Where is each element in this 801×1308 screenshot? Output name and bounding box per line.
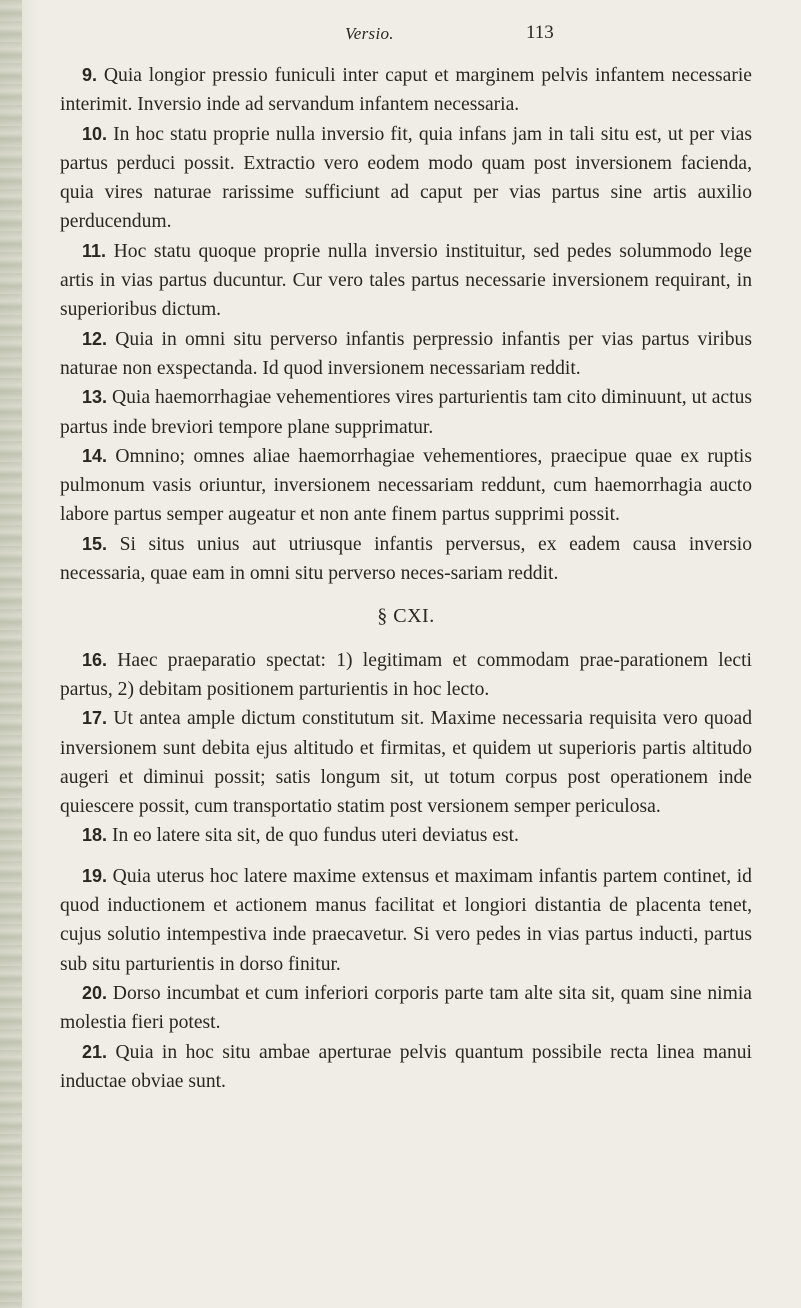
paragraph-number: 15. xyxy=(82,533,108,554)
binding-gutter xyxy=(0,0,22,1308)
paragraph-text: Ut antea ample dictum constitutum sit. Maxime necessaria requisita vero quoad inversionem sunt debita ejus altitudo et firmitas, et quidem ut superioris partis altitudo augeri et diminui possit; satis longum sit, ut totum corpus post operationem inde quiescere possit, cum transportatio statim post versionem semper periculosa. xyxy=(60,708,752,818)
paragraph-18 xyxy=(60,821,752,850)
paragraph-text: Quia longior pressio funiculi inter caput et marginem pelvis infantem necessarie interimit. Inversio inde ad servandum infantem necessaria. xyxy=(60,65,752,116)
page-header xyxy=(0,20,801,50)
paragraph-21 xyxy=(60,1038,752,1097)
paragraph-number: 10. xyxy=(82,123,108,144)
paragraph-number: 20. xyxy=(82,982,108,1003)
paragraph-number: 18. xyxy=(82,825,108,846)
paragraph-text: Haec praeparatio spectat: 1) legitimam et commodam prae-parationem lecti partus, 2) debitam positionem parturientis in hoc lecto. xyxy=(60,649,752,700)
running-head: Versio. xyxy=(345,24,394,43)
paragraph-15 xyxy=(60,530,752,589)
paragraph-text: Quia haemorrhagiae vehementiores vires parturientis tam cito diminuunt, ut actus partus inde breviori tempore plane supprimatur. xyxy=(60,387,752,438)
page-number: 113 xyxy=(526,22,554,43)
paragraph-number: 12. xyxy=(82,328,108,349)
paragraph-number: 11. xyxy=(82,240,107,261)
paragraph-number: 16. xyxy=(82,649,108,670)
paragraph-12 xyxy=(60,325,752,384)
paragraph-9 xyxy=(60,61,752,120)
paragraph-number: 21. xyxy=(82,1041,108,1062)
paragraph-text: In hoc statu proprie nulla inversio fit, quia infans jam in tali situ est, ut per vias partus perduci possit. Extractio vero eodem modo quam post inversionem facienda, quia vires naturae rarissime sufficiunt ad caput per vias partus sine artis auxilio perducendum. xyxy=(60,123,752,233)
paragraph-14 xyxy=(60,442,752,530)
paragraph-text: Si situs unius aut utriusque infantis perversus, ex eadem causa inversio necessaria, quae eam in omni situ perverso neces-sariam reddit. xyxy=(60,533,752,585)
paragraph-text: Quia uterus hoc latere maxime extensus et maximam infantis partem continet, id quod inductionem et actionem manus facilitat et longiori distantia de placenta tenet, cujus solutio intempestiva inde praecavetur. Si vero pedes in vias partus inducti, partus sub situ parturientis in dorso finitur. xyxy=(60,865,752,975)
paragraph-text: Quia in hoc situ ambae aperturae pelvis quantum possibile recta linea manui inductae obviae sunt. xyxy=(60,1041,752,1092)
paragraph-text: In eo latere sita sit, de quo fundus uteri deviatus est. xyxy=(111,825,519,847)
paragraph-17 xyxy=(60,704,752,821)
body-text xyxy=(60,61,752,1096)
paragraph-10 xyxy=(60,120,752,237)
paragraph-19 xyxy=(60,862,752,979)
paragraph-text: Dorso incumbat et cum inferiori corporis parte tam alte sita sit, quam sine nimia molestia fieri potest. xyxy=(60,982,752,1034)
paragraph-number: 17. xyxy=(82,708,108,729)
paragraph-text: Hoc statu quoque proprie nulla inversio instituitur, sed pedes solummodo lege artis in vias partus ducuntur. Cur vero tales partus necessarie inversionem requirant, in superioribus dictum. xyxy=(60,240,752,321)
paragraph-number: 9. xyxy=(82,65,98,85)
section-heading: § CXI. xyxy=(377,605,435,628)
paragraph-number: 13. xyxy=(82,387,108,408)
paragraph-text: Omnino; omnes aliae haemorrhagiae vehementiores, praecipue quae ex ruptis pulmonum vasis oriuntur, inversionem necessariam reddunt, cum haemorrhagia aucto labore partus semper augeatur et non ante finem partus supprimi possit. xyxy=(60,445,752,526)
paragraph-13 xyxy=(60,383,752,442)
paragraph-text: Quia in omni situ perverso infantis perpressio infantis per vias partus viribus naturae non exspectanda. Id quod inversionem necessariam reddit. xyxy=(60,328,752,379)
paragraph-20 xyxy=(60,979,752,1038)
paragraph-number: 14. xyxy=(82,445,108,466)
paragraph-16 xyxy=(60,646,752,705)
paragraph-11 xyxy=(60,237,752,325)
paragraph-number: 19. xyxy=(82,865,108,886)
